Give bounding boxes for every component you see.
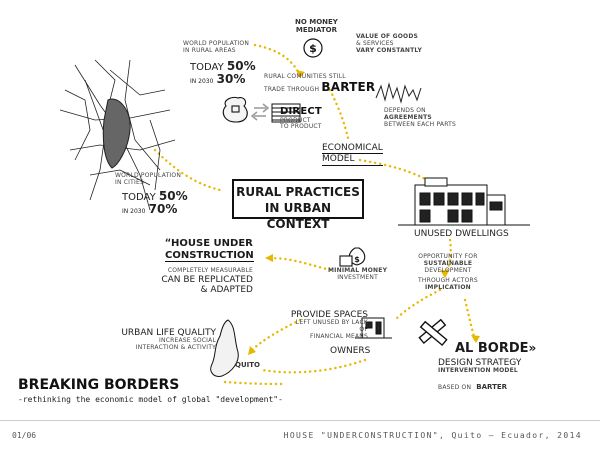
al-borde-logo: AL BORDE»: [455, 341, 537, 356]
opportunity-label: [418, 254, 478, 291]
value-goods-line1: VALUE OF GOODS: [356, 33, 419, 40]
value-goods-label: [356, 34, 422, 55]
opportunity-line5: IMPLICATION: [425, 283, 471, 291]
svg-text:$: $: [354, 255, 360, 264]
rural-2030-label: IN 2030: [190, 78, 214, 85]
opportunity-line1: OPPORTUNITY FOR: [418, 253, 478, 260]
direct-label: [280, 106, 322, 131]
title-line2: IN URBAN CONTEXT: [264, 201, 332, 231]
agreements-line3: BETWEEN EACH PARTS: [384, 120, 457, 128]
economical-model-label: [322, 143, 383, 166]
house-line1: HOUSE UNDER: [171, 238, 253, 249]
design-tools-icon: [419, 320, 446, 345]
breaking-borders-subtitle: -rethinking the economic model of global "development"-: [18, 395, 283, 404]
title-line1: RURAL PRACTICES: [236, 185, 360, 199]
building-drawing: [398, 178, 530, 225]
agreements-line2: AGREEMENTS: [384, 113, 432, 121]
design-strategy-label: [438, 358, 521, 394]
city-label-line2: IN CITIES: [115, 178, 144, 186]
al-borde-text: AL BORDE: [455, 341, 529, 356]
rural-population-label: [183, 41, 249, 55]
opportunity-line4: THROUGH ACTORS: [418, 276, 478, 284]
page-number: 01/06: [12, 431, 37, 440]
design-line1: DESIGN STRATEGY: [438, 358, 522, 368]
direct-line2: PRODUCT: [280, 116, 311, 124]
central-title-box: [232, 179, 364, 231]
urban-life-line3: INTERACTION & ACTIVITY: [135, 344, 216, 352]
sack-icon: [223, 97, 247, 122]
barter-line1: RURAL COMUNITIES STILL: [264, 73, 346, 80]
city-core-shape: [103, 99, 130, 168]
money-bag-icon: [340, 248, 365, 266]
quito-label: QUITO: [235, 361, 260, 369]
provide-spaces-label: [268, 310, 368, 341]
owners-label: OWNERS: [330, 346, 371, 356]
design-line3: BASED ON: [438, 384, 472, 392]
city-today-value: 50%: [158, 189, 188, 203]
urban-life-line1: URBAN LIFE QUALITY: [121, 328, 216, 338]
design-line4: BARTER: [476, 383, 508, 392]
city-population-label: [115, 173, 181, 187]
city-2030-stat: [122, 203, 177, 217]
rural-label-line2: IN RURAL AREAS: [183, 46, 236, 54]
replicated-line1: COMPLETELY MEASURABLE: [167, 267, 253, 274]
rural-2030-value: 30%: [216, 72, 246, 86]
barter-label: [264, 74, 375, 95]
value-goods-line3: VARY CONSTANTLY: [356, 46, 423, 54]
provide-line2: LEFT UNUSED BY LACK: [295, 319, 368, 327]
rural-label-line1: WORLD POPULATION: [183, 40, 250, 47]
city-2030-value: 70%: [148, 202, 178, 216]
urban-life-line2: INCREASE SOCIAL: [159, 337, 216, 345]
opportunity-line2: SUSTAINABLE: [423, 259, 473, 267]
urban-life-quality-label: [120, 328, 216, 352]
rural-today-label: TODAY: [190, 62, 224, 73]
house-under-construction-label: “HOUSE UNDER CONSTRUCTION: [165, 238, 254, 261]
swap-arrows-icon: [252, 104, 268, 120]
footer-bar: [0, 420, 600, 451]
breaking-borders-title: BREAKING BORDERS: [18, 377, 180, 393]
minimal-line1: MINIMAL MONEY: [328, 267, 388, 274]
design-line2: INTERVENTION MODEL: [438, 367, 518, 375]
provide-line1: PROVIDE SPACES: [290, 310, 368, 320]
agreements-line1: DEPENDS ON: [384, 107, 426, 114]
replicated-line2: CAN BE REPLICATED: [161, 274, 253, 285]
value-goods-line2: & SERVICES: [356, 39, 394, 47]
econ-model-line2: MODEL: [322, 154, 383, 165]
mediator-line1: NO MONEY: [295, 18, 338, 26]
unused-dwellings-label: UNUSED DWELLINGS: [414, 229, 509, 239]
opportunity-line3: DEVELOPMENT: [424, 266, 472, 274]
house-line2: CONSTRUCTION: [165, 249, 254, 261]
city-2030-label: IN 2030: [122, 208, 146, 215]
minimal-money-label: [328, 268, 387, 282]
mediator-label: [295, 18, 338, 34]
barter-line2: TRADE THROUGH: [264, 85, 320, 93]
replicated-line3: & ADAPTED: [200, 285, 253, 296]
rural-2030-stat: [190, 73, 245, 87]
city-label-line1: WORLD POPULATION: [115, 172, 182, 179]
value-chart-icon: [376, 84, 421, 102]
mediator-line2: MEDIATOR: [295, 26, 338, 35]
provide-line4: FINANCIAL MEANS: [310, 333, 368, 341]
econ-model-line1: ECONOMICAL: [322, 143, 383, 153]
barter-word: BARTER: [321, 79, 376, 94]
minimal-line2: INVESTMENT: [337, 273, 378, 281]
footer-caption: HOUSE "UNDERCONSTRUCTION", Quito – Ecuador, 2014: [283, 431, 582, 440]
svg-text:$: $: [309, 42, 317, 55]
rural-today-value: 50%: [226, 59, 256, 73]
city-today-label: TODAY: [122, 192, 156, 203]
direct-line3: TO PRODUCT: [280, 123, 322, 131]
provide-line3: OF: [359, 326, 368, 334]
dollar-bag-icon: [304, 39, 322, 57]
replicated-label: [128, 268, 253, 296]
direct-word: DIRECT: [280, 106, 322, 117]
agreements-label: [384, 108, 456, 129]
